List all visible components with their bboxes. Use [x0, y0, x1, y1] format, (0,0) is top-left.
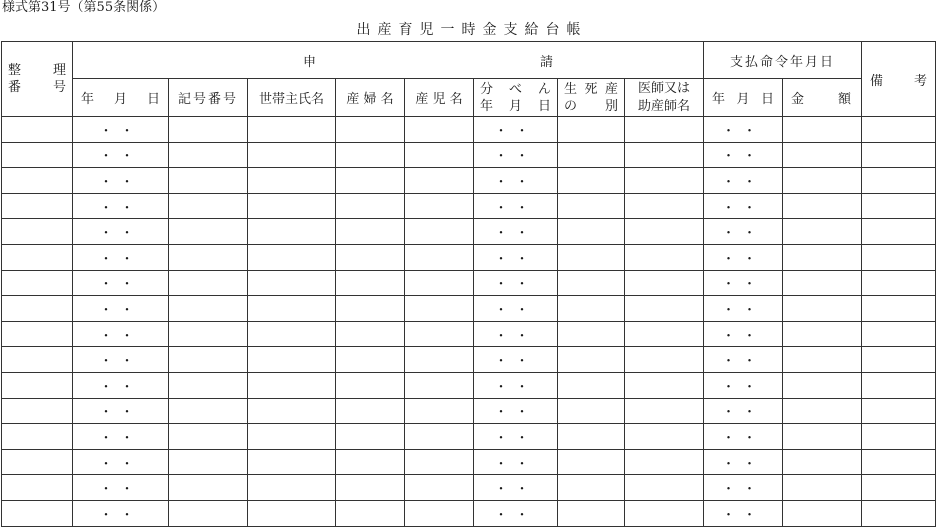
table-cell[interactable] — [248, 142, 336, 168]
table-cell[interactable] — [862, 475, 936, 501]
table-cell[interactable] — [2, 475, 73, 501]
date-cell[interactable]: ・・ — [474, 193, 558, 219]
ledger-body — [2, 117, 936, 527]
table-cell[interactable] — [558, 321, 625, 347]
table-cell[interactable] — [625, 475, 704, 501]
header-sanji-mei: 産 児 名 — [405, 79, 474, 117]
table-cell[interactable] — [169, 244, 248, 270]
table-cell[interactable] — [558, 117, 625, 143]
table-cell[interactable] — [783, 142, 862, 168]
date-cell[interactable]: ・・ — [704, 270, 783, 296]
table-cell[interactable] — [336, 347, 405, 373]
table-cell[interactable] — [336, 372, 405, 398]
table-cell[interactable] — [862, 372, 936, 398]
table-cell[interactable] — [405, 347, 474, 373]
table-cell[interactable] — [783, 296, 862, 322]
table-cell[interactable] — [783, 398, 862, 424]
table-cell[interactable] — [862, 296, 936, 322]
table-cell[interactable] — [248, 296, 336, 322]
header-bunben: 分 べ ん 年 月 日 — [474, 79, 558, 117]
table-cell[interactable] — [248, 475, 336, 501]
date-cell[interactable]: ・・ — [73, 372, 169, 398]
table-cell[interactable] — [783, 424, 862, 450]
table-cell[interactable] — [248, 372, 336, 398]
table-cell[interactable] — [405, 117, 474, 143]
table-cell[interactable] — [169, 500, 248, 526]
date-cell[interactable]: ・・ — [474, 372, 558, 398]
table-cell[interactable] — [558, 142, 625, 168]
table-cell[interactable] — [2, 219, 73, 245]
table-cell[interactable] — [405, 424, 474, 450]
table-row — [2, 244, 936, 270]
table-row — [2, 193, 936, 219]
table-cell[interactable] — [405, 219, 474, 245]
table-cell[interactable] — [248, 424, 336, 450]
table-cell[interactable] — [783, 347, 862, 373]
table-cell[interactable] — [625, 321, 704, 347]
table-cell[interactable] — [2, 193, 73, 219]
table-cell[interactable] — [558, 244, 625, 270]
table-cell[interactable] — [336, 424, 405, 450]
table-cell[interactable] — [783, 449, 862, 475]
table-cell[interactable] — [336, 321, 405, 347]
date-cell[interactable]: ・・ — [474, 117, 558, 143]
table-cell[interactable] — [336, 193, 405, 219]
date-cell[interactable]: ・・ — [704, 219, 783, 245]
table-cell[interactable] — [862, 321, 936, 347]
table-cell[interactable] — [625, 398, 704, 424]
header-seiri-bango: 整 理 番 号 — [2, 42, 73, 117]
header-shikyu-meirei: 支払命令年月日 — [704, 42, 862, 79]
date-cell[interactable]: ・・ — [474, 142, 558, 168]
table-cell[interactable] — [862, 219, 936, 245]
table-cell[interactable] — [625, 168, 704, 194]
table-cell[interactable] — [248, 500, 336, 526]
table-row — [2, 219, 936, 245]
date-cell[interactable]: ・・ — [474, 270, 558, 296]
table-row — [2, 117, 936, 143]
table-cell[interactable] — [558, 449, 625, 475]
table-cell[interactable] — [558, 219, 625, 245]
table-cell[interactable] — [862, 142, 936, 168]
table-cell[interactable] — [2, 270, 73, 296]
table-cell[interactable] — [625, 142, 704, 168]
table-cell[interactable] — [862, 168, 936, 194]
table-cell[interactable] — [336, 219, 405, 245]
header-ishi: 医師又は 助産師名 — [625, 79, 704, 117]
table-cell[interactable] — [248, 193, 336, 219]
table-cell[interactable] — [169, 168, 248, 194]
table-cell[interactable] — [2, 142, 73, 168]
table-cell[interactable] — [2, 398, 73, 424]
table-cell[interactable] — [405, 475, 474, 501]
table-cell[interactable] — [625, 117, 704, 143]
date-cell[interactable]: ・・ — [73, 142, 169, 168]
table-cell[interactable] — [405, 270, 474, 296]
table-cell[interactable] — [336, 117, 405, 143]
date-cell[interactable]: ・・ — [73, 244, 169, 270]
table-cell[interactable] — [783, 168, 862, 194]
date-cell[interactable]: ・・ — [474, 168, 558, 194]
date-cell[interactable]: ・・ — [73, 296, 169, 322]
table-cell[interactable] — [862, 117, 936, 143]
date-cell[interactable]: ・・ — [474, 219, 558, 245]
table-cell[interactable] — [405, 372, 474, 398]
table-cell[interactable] — [248, 321, 336, 347]
table-cell[interactable] — [405, 296, 474, 322]
date-cell[interactable]: ・・ — [474, 449, 558, 475]
table-row — [2, 475, 936, 501]
table-cell[interactable] — [169, 117, 248, 143]
date-cell[interactable]: ・・ — [474, 475, 558, 501]
table-cell[interactable] — [625, 244, 704, 270]
table-cell[interactable] — [169, 372, 248, 398]
date-cell[interactable]: ・・ — [73, 219, 169, 245]
table-cell[interactable] — [336, 296, 405, 322]
table-cell[interactable] — [783, 193, 862, 219]
table-row — [2, 398, 936, 424]
table-cell[interactable] — [248, 449, 336, 475]
table-cell[interactable] — [2, 296, 73, 322]
date-cell[interactable]: ・・ — [474, 424, 558, 450]
table-cell[interactable] — [862, 424, 936, 450]
table-cell[interactable] — [2, 117, 73, 143]
date-cell[interactable]: ・・ — [474, 500, 558, 526]
date-cell[interactable]: ・・ — [704, 117, 783, 143]
table-cell[interactable] — [169, 475, 248, 501]
table-cell[interactable] — [558, 193, 625, 219]
table-cell[interactable] — [169, 193, 248, 219]
ledger-table — [1, 41, 936, 527]
date-cell[interactable]: ・・ — [73, 117, 169, 143]
table-cell[interactable] — [625, 270, 704, 296]
table-cell[interactable] — [336, 398, 405, 424]
table-cell[interactable] — [625, 449, 704, 475]
table-cell[interactable] — [862, 500, 936, 526]
table-cell[interactable] — [862, 449, 936, 475]
table-cell[interactable] — [2, 347, 73, 373]
date-cell[interactable]: ・・ — [704, 372, 783, 398]
header-sanpu-mei: 産 婦 名 — [336, 79, 405, 117]
table-cell[interactable] — [336, 142, 405, 168]
table-cell[interactable] — [405, 142, 474, 168]
table-cell[interactable] — [862, 347, 936, 373]
table-cell[interactable] — [248, 168, 336, 194]
table-cell[interactable] — [169, 321, 248, 347]
table-cell[interactable] — [558, 500, 625, 526]
date-cell[interactable]: ・・ — [704, 424, 783, 450]
date-cell[interactable]: ・・ — [704, 296, 783, 322]
table-cell[interactable] — [558, 475, 625, 501]
header-setai-nushi: 世帯主氏名 — [248, 79, 336, 117]
table-cell[interactable] — [405, 449, 474, 475]
table-cell[interactable] — [169, 424, 248, 450]
table-cell[interactable] — [625, 424, 704, 450]
table-cell[interactable] — [862, 244, 936, 270]
date-cell[interactable]: ・・ — [704, 475, 783, 501]
table-cell[interactable] — [862, 193, 936, 219]
table-cell[interactable] — [336, 270, 405, 296]
table-cell[interactable] — [558, 424, 625, 450]
date-cell[interactable]: ・・ — [474, 398, 558, 424]
table-cell[interactable] — [625, 500, 704, 526]
table-cell[interactable] — [169, 270, 248, 296]
table-cell[interactable] — [169, 398, 248, 424]
table-cell[interactable] — [248, 347, 336, 373]
table-cell[interactable] — [336, 475, 405, 501]
table-cell[interactable] — [2, 372, 73, 398]
date-cell[interactable]: ・・ — [704, 398, 783, 424]
date-cell[interactable]: ・・ — [704, 193, 783, 219]
date-cell[interactable]: ・・ — [73, 449, 169, 475]
table-cell[interactable] — [558, 347, 625, 373]
table-cell[interactable] — [2, 321, 73, 347]
date-cell[interactable]: ・・ — [73, 475, 169, 501]
table-cell[interactable] — [336, 449, 405, 475]
table-row — [2, 500, 936, 526]
table-cell[interactable] — [862, 398, 936, 424]
date-cell[interactable]: ・・ — [73, 398, 169, 424]
table-cell[interactable] — [783, 117, 862, 143]
table-cell[interactable] — [783, 372, 862, 398]
table-cell[interactable] — [783, 500, 862, 526]
table-cell[interactable] — [336, 244, 405, 270]
table-cell[interactable] — [169, 296, 248, 322]
date-cell[interactable]: ・・ — [474, 296, 558, 322]
table-cell[interactable] — [405, 193, 474, 219]
table-cell[interactable] — [336, 500, 405, 526]
table-cell[interactable] — [405, 321, 474, 347]
form-number: 様式第31号（第55条関係） — [2, 0, 166, 15]
table-cell[interactable] — [783, 475, 862, 501]
table-cell[interactable] — [625, 372, 704, 398]
table-cell[interactable] — [783, 244, 862, 270]
table-row — [2, 321, 936, 347]
table-cell[interactable] — [2, 500, 73, 526]
table-cell[interactable] — [2, 449, 73, 475]
date-cell[interactable]: ・・ — [73, 347, 169, 373]
date-cell[interactable]: ・・ — [704, 142, 783, 168]
date-cell[interactable]: ・・ — [704, 168, 783, 194]
table-cell[interactable] — [625, 296, 704, 322]
date-cell[interactable]: ・・ — [704, 347, 783, 373]
table-cell[interactable] — [169, 449, 248, 475]
table-row — [2, 372, 936, 398]
table-cell[interactable] — [405, 500, 474, 526]
header-shikyu-nengappi: 年 月 日 — [704, 79, 783, 117]
table-cell[interactable] — [405, 398, 474, 424]
table-cell[interactable] — [862, 270, 936, 296]
header-nengappi: 年 月 日 — [73, 79, 169, 117]
table-cell[interactable] — [405, 168, 474, 194]
date-cell[interactable]: ・・ — [73, 168, 169, 194]
table-cell[interactable] — [783, 321, 862, 347]
table-cell[interactable] — [2, 168, 73, 194]
table-cell[interactable] — [2, 424, 73, 450]
date-cell[interactable]: ・・ — [73, 193, 169, 219]
table-row — [2, 270, 936, 296]
date-cell[interactable]: ・・ — [73, 270, 169, 296]
date-cell[interactable]: ・・ — [704, 321, 783, 347]
table-cell[interactable] — [405, 244, 474, 270]
date-cell[interactable]: ・・ — [73, 424, 169, 450]
header-shinsei: 申 請 — [73, 42, 704, 79]
date-cell[interactable]: ・・ — [704, 449, 783, 475]
header-biko: 備 考 — [862, 42, 936, 117]
table-row — [2, 347, 936, 373]
table-row — [2, 142, 936, 168]
table-cell[interactable] — [558, 372, 625, 398]
table-cell[interactable] — [558, 270, 625, 296]
table-cell[interactable] — [169, 219, 248, 245]
date-cell[interactable]: ・・ — [474, 244, 558, 270]
table-cell[interactable] — [336, 168, 405, 194]
table-cell[interactable] — [2, 244, 73, 270]
date-cell[interactable]: ・・ — [73, 500, 169, 526]
date-cell[interactable]: ・・ — [474, 321, 558, 347]
date-cell[interactable]: ・・ — [704, 500, 783, 526]
header-kigo-bango: 記号番号 — [169, 79, 248, 117]
table-cell[interactable] — [248, 244, 336, 270]
table-cell[interactable] — [248, 219, 336, 245]
table-row — [2, 424, 936, 450]
table-cell[interactable] — [169, 347, 248, 373]
table-cell[interactable] — [248, 270, 336, 296]
table-cell[interactable] — [558, 168, 625, 194]
table-row — [2, 168, 936, 194]
table-cell[interactable] — [783, 270, 862, 296]
table-cell[interactable] — [625, 347, 704, 373]
form-title: 出産育児一時金支給台帳 — [356, 22, 588, 38]
table-cell[interactable] — [558, 398, 625, 424]
header-kingaku: 金 額 — [783, 79, 862, 117]
table-cell[interactable] — [558, 296, 625, 322]
table-cell[interactable] — [625, 219, 704, 245]
table-cell[interactable] — [783, 219, 862, 245]
table-row — [2, 449, 936, 475]
header-seishi: 生 死 産 の 別 — [558, 79, 625, 117]
date-cell[interactable]: ・・ — [704, 244, 783, 270]
date-cell[interactable]: ・・ — [73, 321, 169, 347]
table-cell[interactable] — [625, 193, 704, 219]
table-cell[interactable] — [248, 398, 336, 424]
table-cell[interactable] — [248, 117, 336, 143]
table-cell[interactable] — [169, 142, 248, 168]
table-row — [2, 296, 936, 322]
date-cell[interactable]: ・・ — [474, 347, 558, 373]
